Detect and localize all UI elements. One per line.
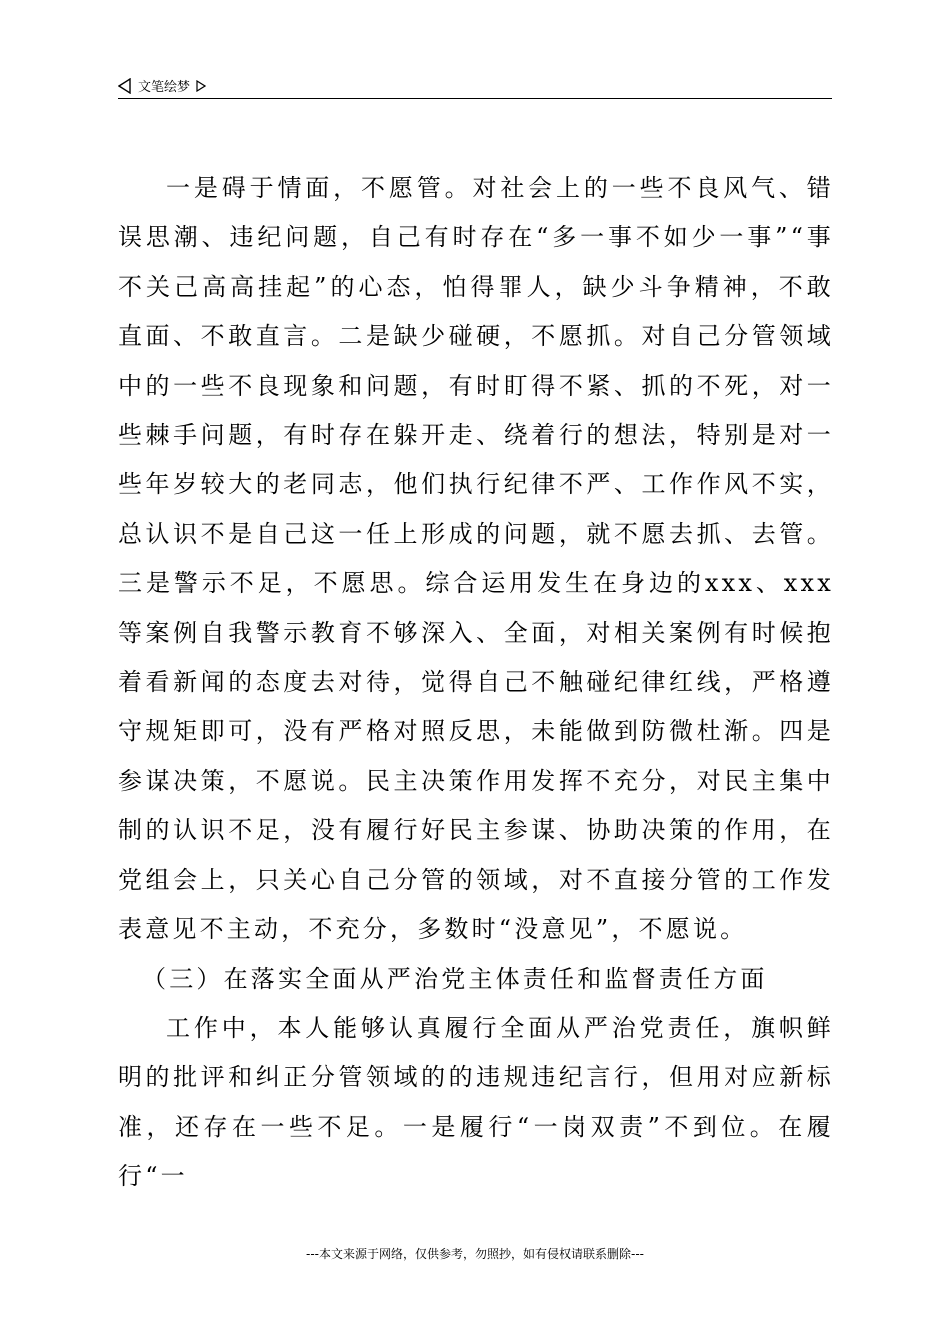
body-paragraph-1: 一是碍于情面，不愿管。对社会上的一些不良风气、错误思潮、违纪问题，自己有时存在“多一事不如少一事”“事不关己高高挂起”的心态，怕得罪人，缺少斗争精神，不敢直面、不敢直言。二是缺少碰硬，不愿抓。对自己分管领域中的一些不良现象和问题，有时盯得不紧、抓的不死，对一些棘手问题，有时存在躲开走、绕着行的想法，特别是对一些年岁较大的老同志，他们执行纪律不严、工作作风不实，总认识不是自己这一任上形成的问题，就不愿去抓、去管。三是警示不足，不愿思。综合运用发生在身边的xxx、xxx等案例自我警示教育不够深入、全面，对相关案例有时候抱着看新闻的态度去对待，觉得自己不触碰纪律红线，严格遵守规矩即可，没有严格对照反思，未能做到防微杜渐。四是参谋决策，不愿说。民主决策作用发挥不充分，对民主集中制的认识不足，没有履行好民主参谋、协助决策的作用，在党组会上，只关心自己分管的领域，对不直接分管的工作发表意见不主动，不充分，多数时“没意见”，不愿说。 <box>118 174 834 944</box>
section-heading-3: （三）在落实全面从严治党主体责任和监督责任方面 <box>142 964 768 993</box>
header-title: 文笔绘梦 <box>138 80 191 95</box>
triangle-left-icon <box>118 78 132 94</box>
header-title-group <box>118 76 206 95</box>
body-paragraph-2: 工作中，本人能够认真履行全面从严治党责任，旗帜鲜明的批评和纠正分管领域的的违规违纪言行，但用对应新标准，还存在一些不足。一是履行“一岗双责”不到位。在履行“一 <box>118 1013 834 1191</box>
document-body <box>118 164 834 1202</box>
triangle-right-icon <box>196 80 206 92</box>
footer-notice: ---本文来源于网络，仅供参考，勿照抄，如有侵权请联系删除--- <box>306 1247 644 1261</box>
page-header <box>118 72 832 99</box>
